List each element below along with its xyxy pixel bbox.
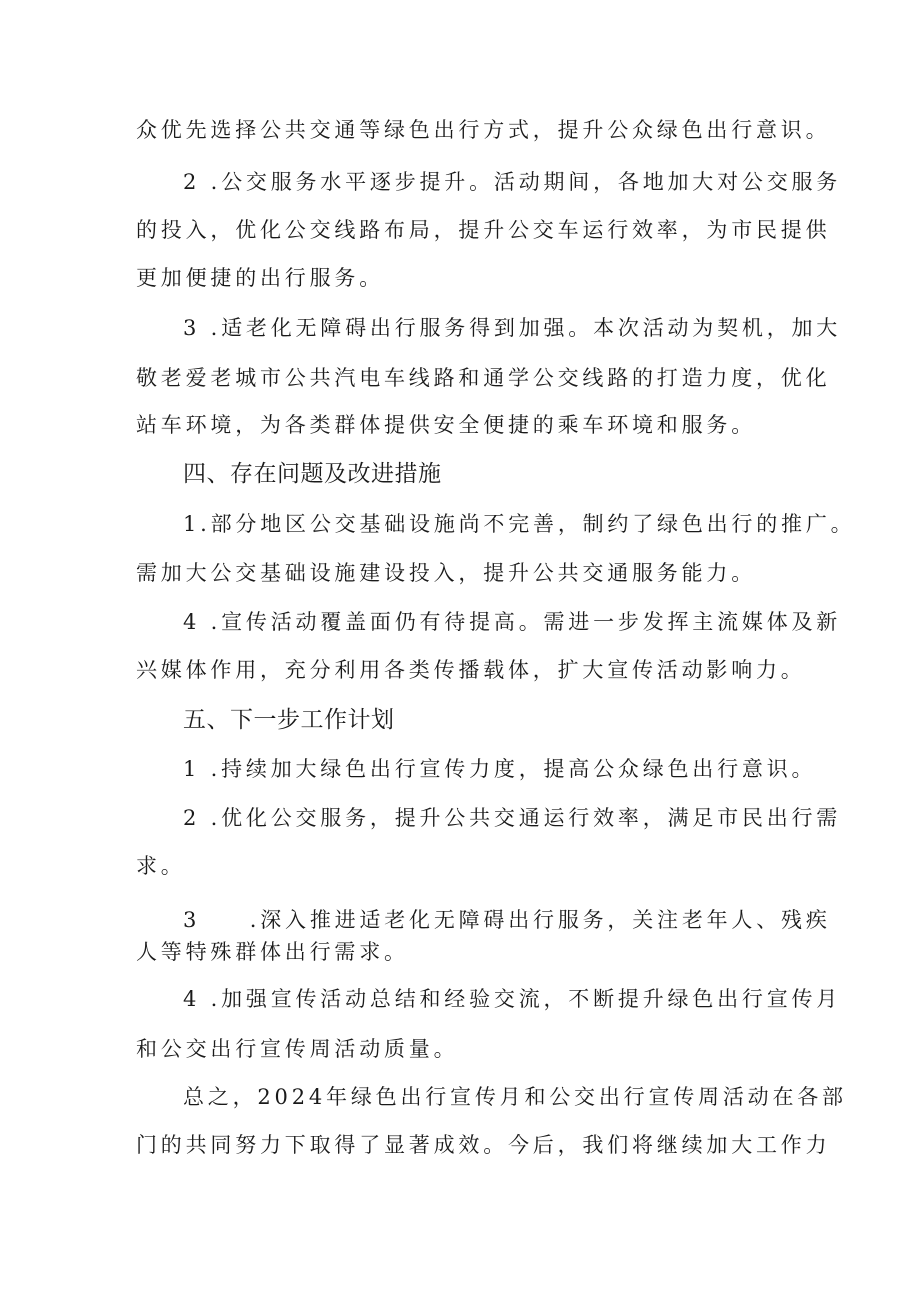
paragraph-line: 总之，2024年绿色出行宣传月和公交出行宣传周活动在各部 xyxy=(183,1085,847,1109)
paragraph-line: 敬老爱老城市公共汽电车线路和通学公交线路的打造力度，优化 xyxy=(136,366,831,390)
paragraph-line: 和公交出行宣传周活动质量。 xyxy=(136,1037,459,1061)
paragraph-line: 3 .适老化无障碍出行服务得到加强。本次活动为契机，加大 xyxy=(183,316,842,340)
paragraph-line: 4 .加强宣传活动总结和经验交流，不断提升绿色出行宣传月 xyxy=(183,987,842,1011)
paragraph-line: 1 .持续加大绿色出行宣传力度，提高公众绿色出行意识。 xyxy=(183,757,817,781)
paragraph-line: 人等特殊群体出行需求。 xyxy=(136,940,409,964)
paragraph-line: 3 .深入推进适老化无障碍出行服务，关注老年人、残疾 xyxy=(183,908,831,932)
paragraph-line: 2 .公交服务水平逐步提升。活动期间，各地加大对公交服务 xyxy=(183,170,842,194)
paragraph-line: 门的共同努力下取得了显著成效。今后，我们将继续加大工作力 xyxy=(136,1133,831,1157)
section-heading: 五、下一步工作计划 xyxy=(183,707,395,733)
paragraph-line: 众优先选择公共交通等绿色出行方式，提升公众绿色出行意识。 xyxy=(136,118,831,142)
paragraph-line: 求。 xyxy=(136,854,186,878)
paragraph-line: 1.部分地区公交基础设施尚不完善，制约了绿色出行的推广。 xyxy=(183,512,856,536)
paragraph-line: 兴媒体作用，充分利用各类传播载体，扩大宣传活动影响力。 xyxy=(136,658,806,682)
paragraph-line: 的投入，优化公交线路布局，提升公交车运行效率，为市民提供 xyxy=(136,218,831,242)
paragraph-line: 站车环境，为各类群体提供安全便捷的乘车环境和服务。 xyxy=(136,413,756,437)
paragraph-line: 更加便捷的出行服务。 xyxy=(136,266,384,290)
paragraph-line: 需加大公交基础设施建设投入，提升公共交通服务能力。 xyxy=(136,561,756,585)
section-heading: 四、存在问题及改进措施 xyxy=(183,461,442,487)
paragraph-line: 2 .优化公交服务，提升公共交通运行效率，满足市民出行需 xyxy=(183,806,842,830)
paragraph-line: 4 .宣传活动覆盖面仍有待提高。需进一步发挥主流媒体及新 xyxy=(183,610,842,634)
